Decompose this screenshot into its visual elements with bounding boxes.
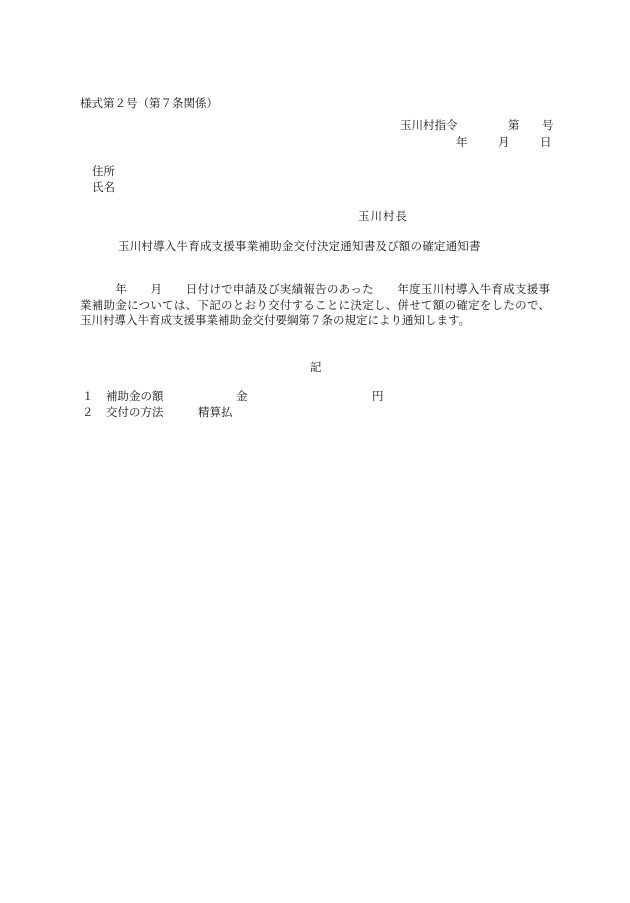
body-paragraph: 年 月 日付けで申請及び実績報告のあった 年度玉川村導入牛育成支援事業補助金については、下記のとおり交付することに決定し、併せて額の確定をしたので、玉川村導入牛育成支援事業補助金交付要綱第７条の規定により通知します。 xyxy=(80,282,550,327)
document-title: 玉川村導入牛育成支援事業補助金交付決定通知書及び額の確定通知書 xyxy=(118,239,481,253)
item-prefix-kin: 金 xyxy=(236,389,248,403)
item-label: 補助金の額 xyxy=(106,389,164,403)
form-number: 様式第２号（第７条関係） xyxy=(80,96,218,110)
issuer-reference-line xyxy=(400,118,554,132)
sender-mayor: 玉川村長 xyxy=(358,209,408,223)
date-line xyxy=(456,135,552,149)
recipient-address-label: 住所 xyxy=(92,164,115,178)
list-item-subsidy-amount xyxy=(82,389,384,403)
list-item-payment-method xyxy=(82,405,233,419)
date-year: 年 xyxy=(456,135,468,149)
item-number: ２ xyxy=(82,405,94,419)
recipient-name-label: 氏名 xyxy=(92,180,115,194)
issuer-dai: 第 xyxy=(508,118,520,132)
item-suffix-yen: 円 xyxy=(372,389,384,403)
item-label: 交付の方法 xyxy=(106,405,164,419)
date-day: 日 xyxy=(540,135,552,149)
item-number: １ xyxy=(82,389,94,403)
issuer-go: 号 xyxy=(542,118,554,132)
ki-heading: 記 xyxy=(310,360,322,374)
date-month: 月 xyxy=(498,135,510,149)
item-value: 精算払 xyxy=(198,405,233,419)
issuer-reference: 玉川村指令 xyxy=(400,118,458,132)
